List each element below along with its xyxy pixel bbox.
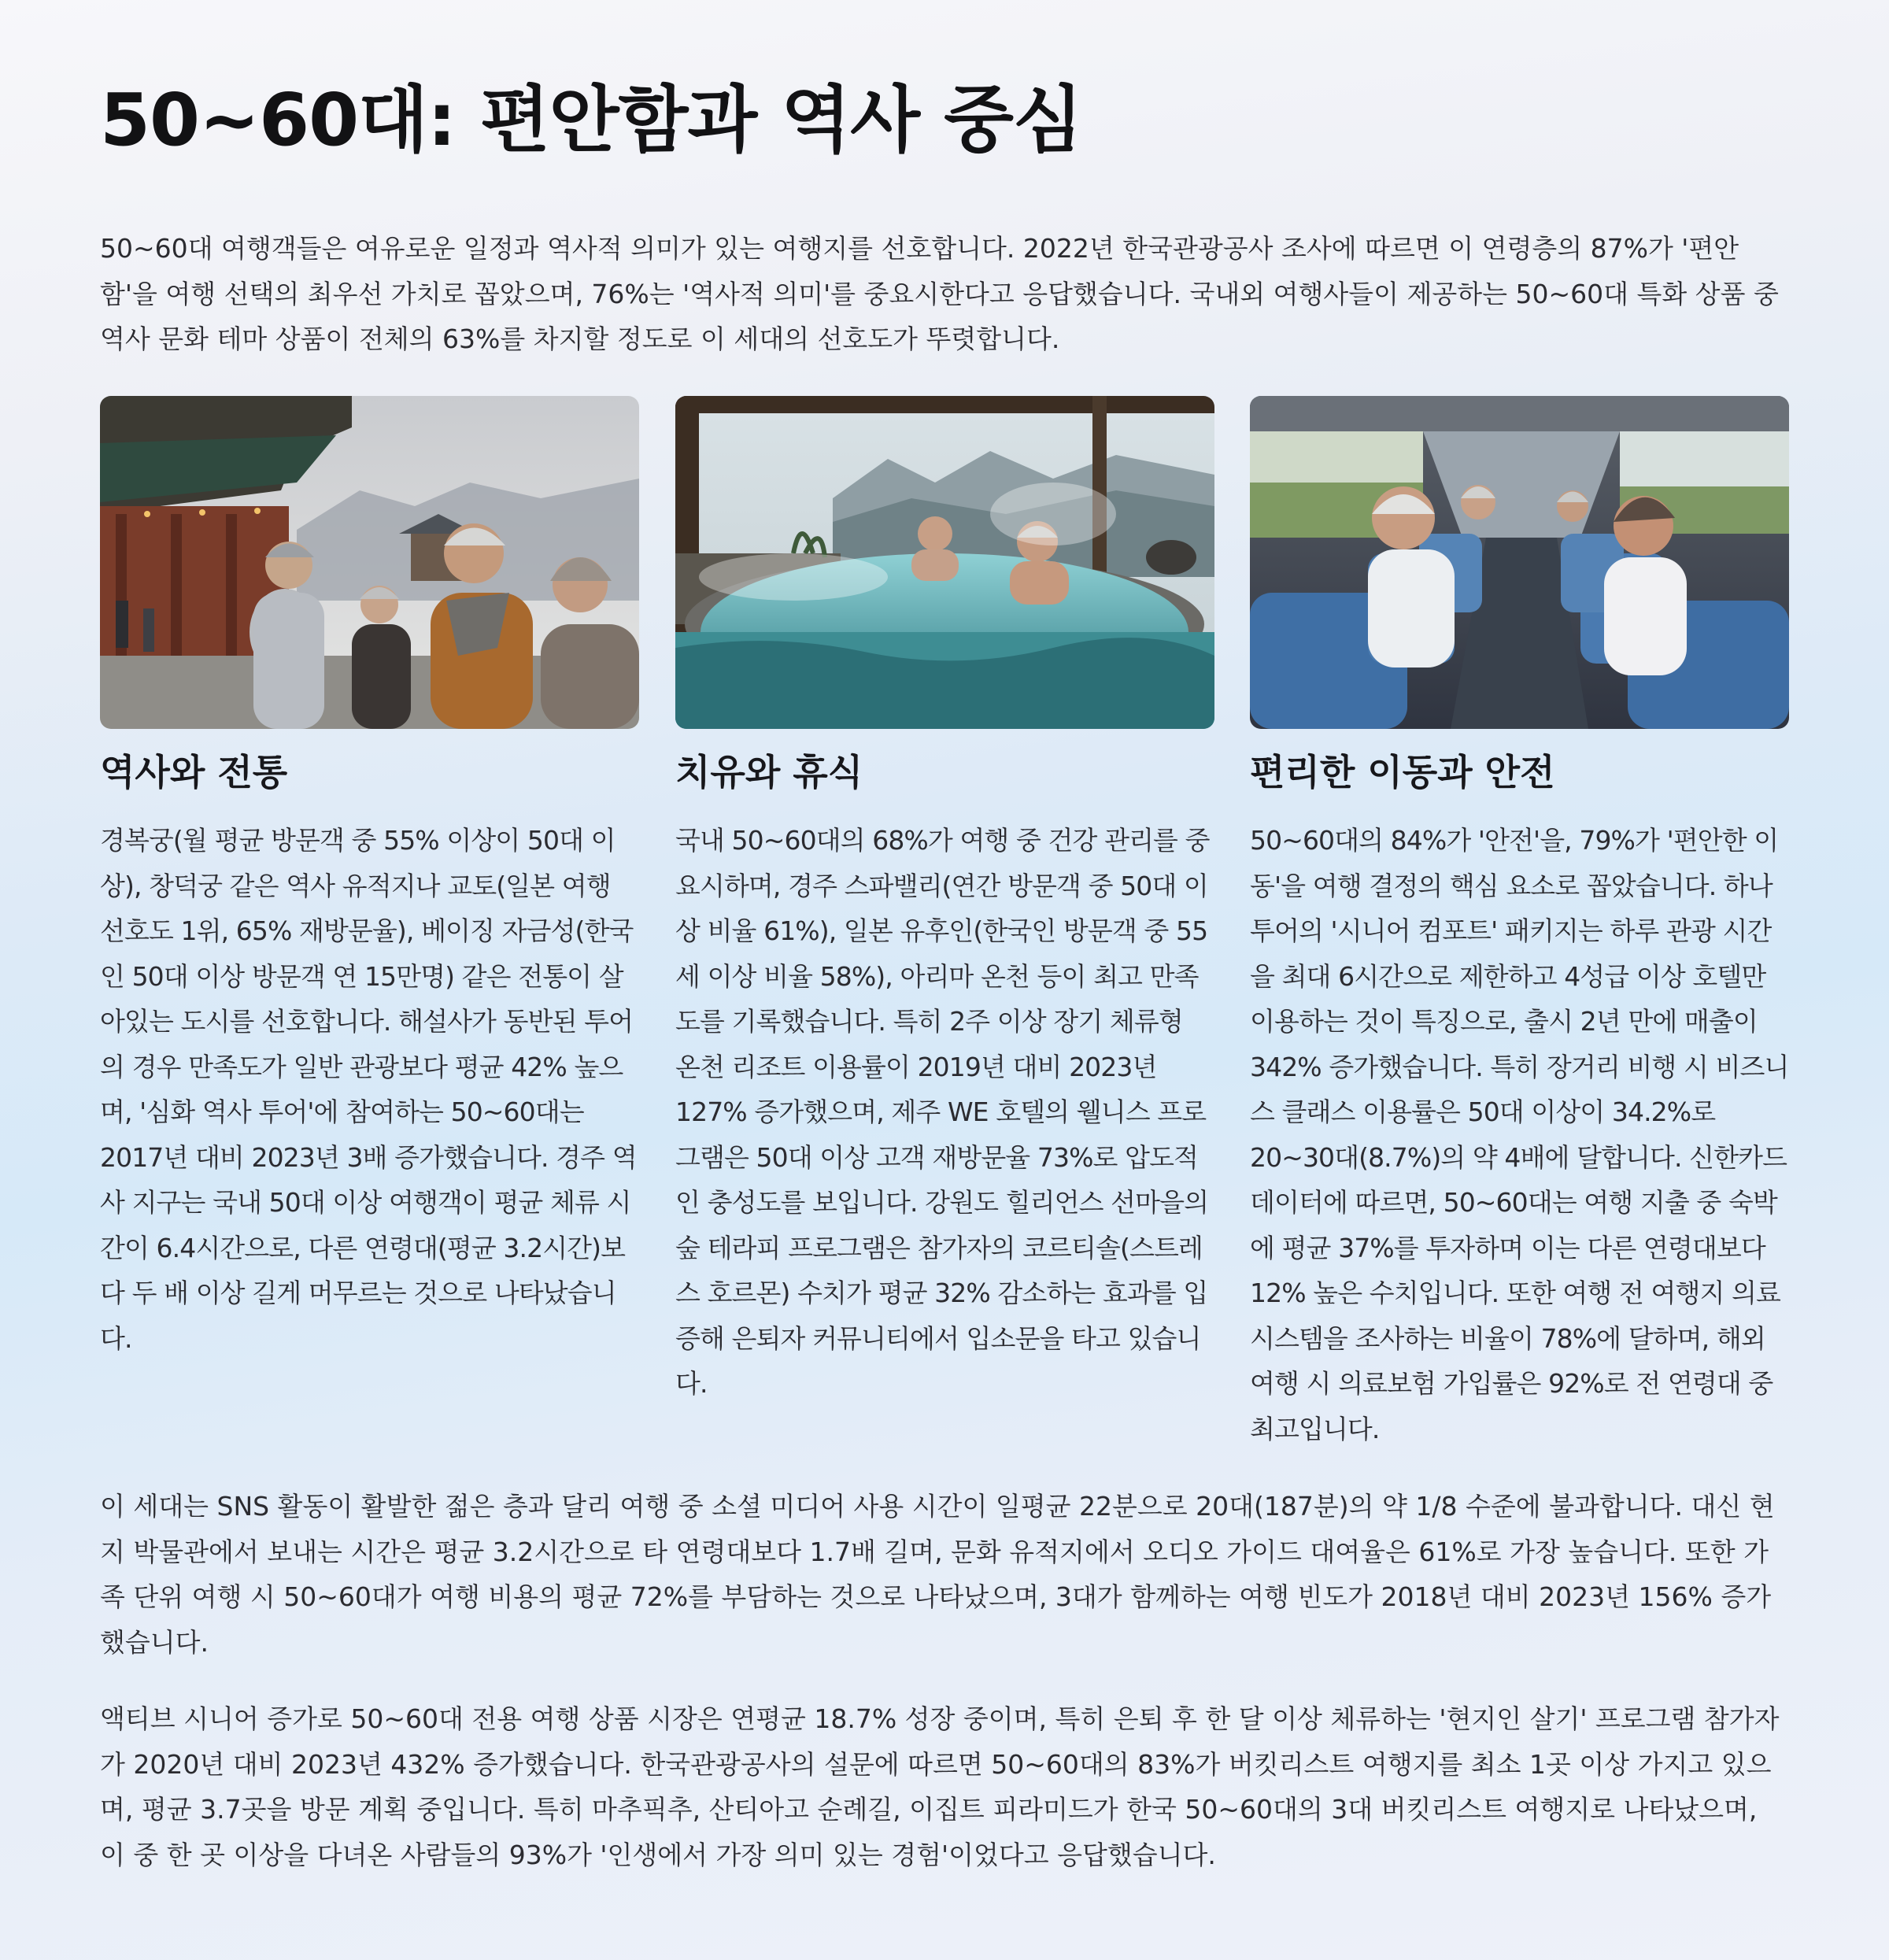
palace-photo [100,396,639,729]
card-history-body: 경복궁(월 평균 방문객 중 55% 이상이 50대 이상), 창덕궁 같은 역사 유적지나 교토(일본 여행 선호도 1위, 65% 재방문율), 베이징 자금성(한국인 50대 이상 방문객 연 15만명) 같은 전통이 살아있는 도시를 선호합니다. 해설사가 동반된 투어의 경우 만족도가 일반 관광보다 평균 42% 높으며, '심화 역사 투어'에 참여하는 50~60대는 2017년 대비 2023년 3배 증가했습니다. 경주 역사 지구는 국내 50대 이상 여행객이 평균 체류 시간이 6.4시간으로, 다른 연령대(평균 3.2시간)보다 두 배 이상 길게 머무르는 것으로 나타났습니다. [100,825,637,1354]
card-transport-body: 50~60대의 84%가 '안전'을, 79%가 '편안한 이동'을 여행 결정의 핵심 요소로 꼽았습니다. 하나투어의 '시니어 컴포트' 패키지는 하루 관광 시간을 최대 6시간으로 제한하고 4성급 이상 호텔만 이용하는 것이 특징으로, 출시 2년 만에 매출이 342% 증가했습니다. 특히 장거리 비행 시 비즈니스 클래스 이용률은 50대 이상이 34.2%로 20~30대(8.7%)의 약 4배에 달합니다. 신한카드 데이터에 따르면, 50~60대는 여행 지출 중 숙박에 평균 37%를 투자하며 이는 다른 연령대보다 12% 높은 수치입니다. 또한 여행 전 여행지 의료 시스템을 조사하는 비율이 78%에 달하며, 해외여행 시 의료보험 가입률은 92%로 전 연령대 중 최고입니다. [1250,825,1789,1444]
card-history-heading: 역사와 전통 [100,751,288,793]
card-healing-body: 국내 50~60대의 68%가 여행 중 건강 관리를 중요시하며, 경주 스파밸리(연간 방문객 중 50대 이상 비율 61%), 일본 유후인(한국인 방문객 중 55세 이상 비율 58%), 아리마 온천 등이 최고 만족도를 기록했습니다. 특히 2주 이상 장기 체류형 온천 리조트 이용률이 2019년 대비 2023년 127% 증가했으며, 제주 WE 호텔의 웰니스 프로그램은 50대 이상 고객 재방문율 73%로 압도적인 충성도를 보입니다. 강원도 힐리언스 선마을의 숲 테라피 프로그램은 참가자의 코르티솔(스트레스 호르몬) 수치가 평균 32% 감소하는 효과를 입증해 은퇴자 커뮤니티에서 입소문을 타고 있습니다. [675,825,1210,1399]
hot-spring-photo [675,396,1214,729]
card-transport-heading: 편리한 이동과 안전 [1250,751,1555,793]
tour-bus-photo [1250,396,1789,729]
intro-paragraph: 50~60대 여행객들은 여유로운 일정과 역사적 의미가 있는 여행지를 선호합니다. 2022년 한국관광공사 조사에 따르면 이 연령층의 87%가 '편안함'을 여행 선택의 최우선 가치로 꼽았으며, 76%는 '역사적 의미'를 중요시한다고 응답했습니다. 국내외 여행사들이 제공하는 50~60대 특화 상품 중 역사 문화 테마 상품이 전체의 63%를 차지할 정도로 이 세대의 선호도가 뚜렷합니다. [100,233,1779,354]
card-healing-heading: 치유와 휴식 [675,751,863,793]
page-title: 50~60대: 편안함과 역사 중심 [100,78,1082,162]
active-senior-paragraph: 액티브 시니어 증가로 50~60대 전용 여행 상품 시장은 연평균 18.7% 성장 중이며, 특히 은퇴 후 한 달 이상 체류하는 '현지인 살기' 프로그램 참가자가 2020년 대비 2023년 432% 증가했습니다. 한국관광공사의 설문에 따르면 50~60대의 83%가 버킷리스트 여행지를 최소 1곳 이상 가지고 있으며, 평균 3.7곳을 방문 계획 중입니다. 특히 마추픽추, 산티아고 순례길, 이집트 피라미드가 한국 50~60대의 3대 버킷리스트 여행지로 나타났으며, 이 중 한 곳 이상을 다녀온 사람들의 93%가 '인생에서 가장 의미 있는 경험'이었다고 응답했습니다. [100,1703,1780,1870]
card-history [100,396,639,1354]
card-transport [1250,396,1789,1444]
sns-paragraph: 이 세대는 SNS 활동이 활발한 젊은 층과 달리 여행 중 소셜 미디어 사용 시간이 일평균 22분으로 20대(187분)의 약 1/8 수준에 불과합니다. 대신 현지 박물관에서 보내는 시간은 평균 3.2시간으로 타 연령대보다 1.7배 길며, 문화 유적지에서 오디오 가이드 대여율은 61%로 가장 높습니다. 또한 가족 단위 여행 시 50~60대가 여행 비용의 평균 72%를 부담하는 것으로 나타났으며, 3대가 함께하는 여행 빈도가 2018년 대비 2023년 156% 증가했습니다. [100,1491,1775,1658]
card-healing [675,396,1214,1399]
